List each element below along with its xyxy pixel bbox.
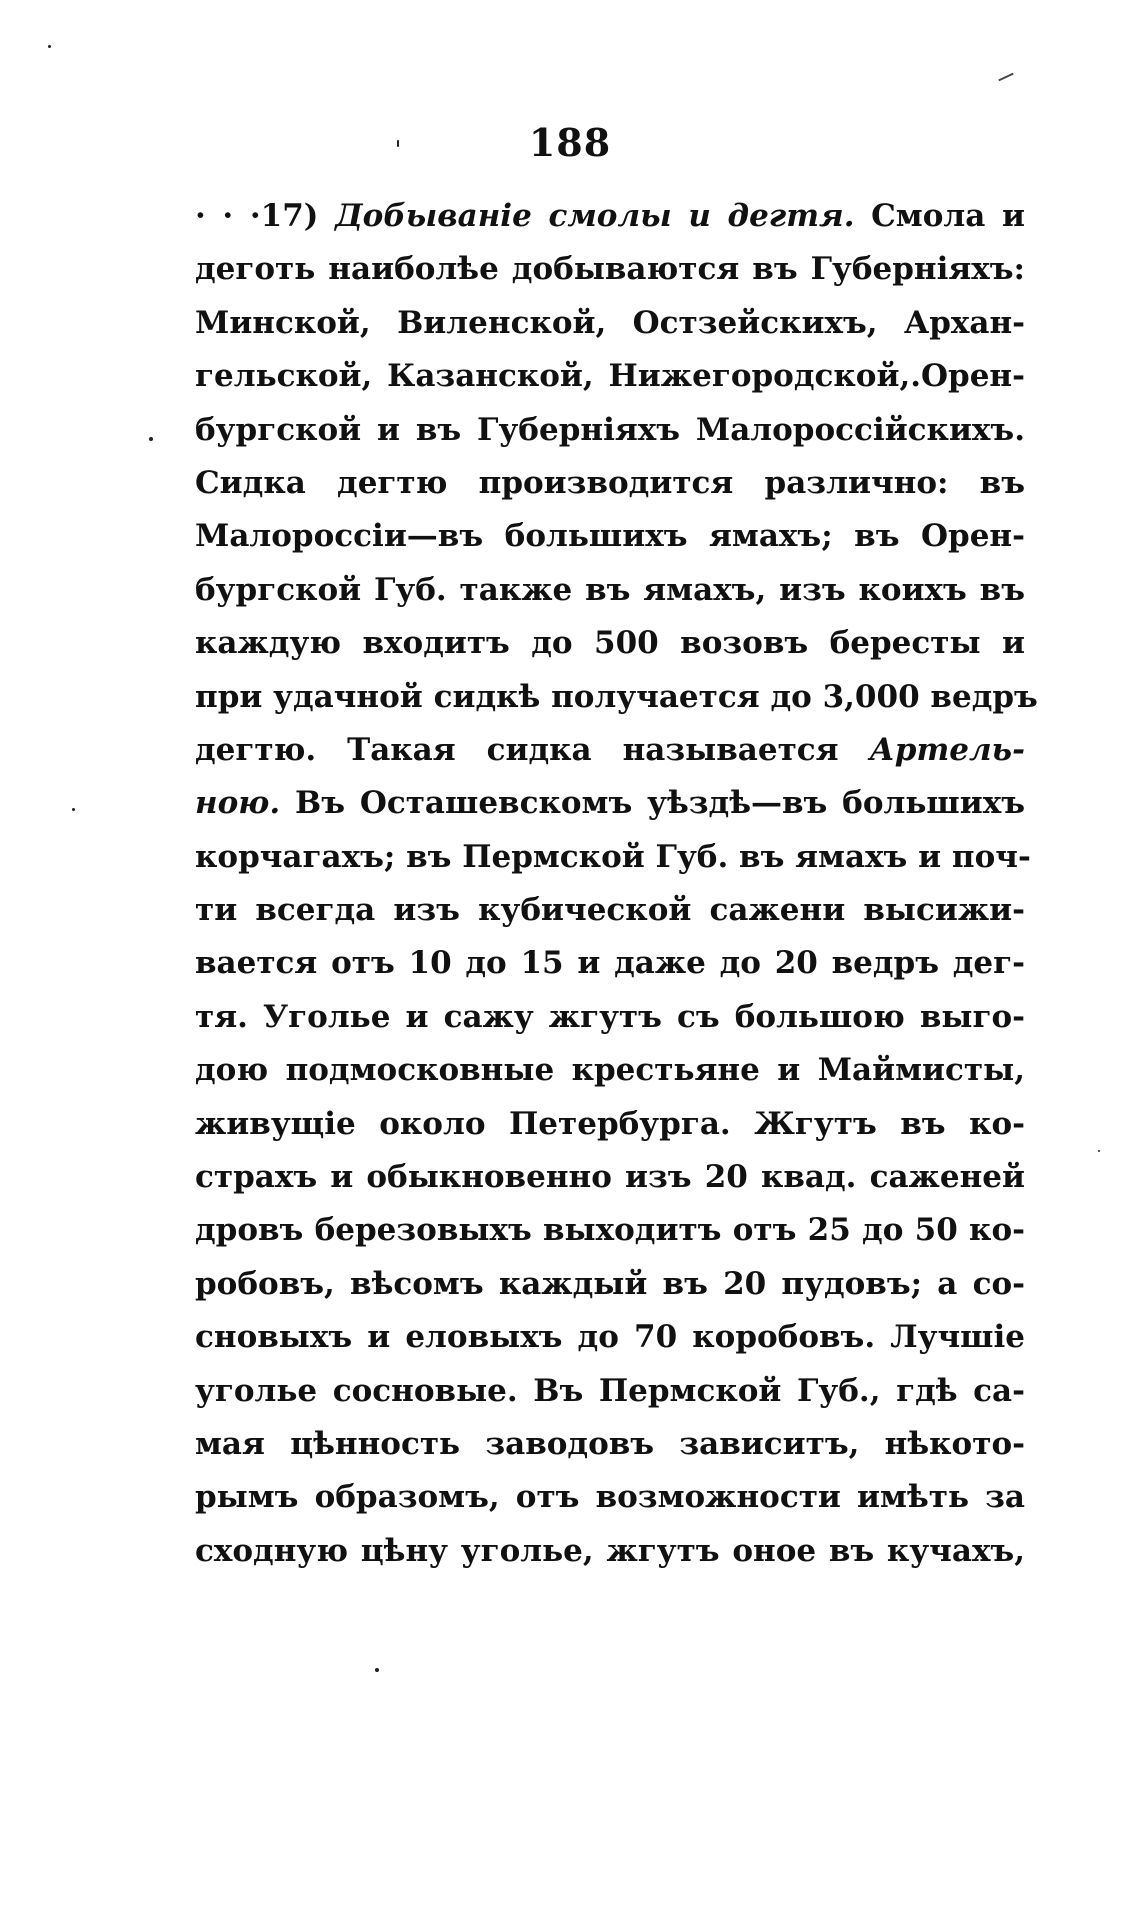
text-run: мая цѣнность заводовъ зависитъ, нѣкото- xyxy=(195,1425,1025,1462)
text-line xyxy=(195,510,1025,563)
text-line xyxy=(195,1471,1025,1524)
text-line xyxy=(195,937,1025,990)
text-run: Малороссiи—въ большихъ ямахъ; въ Орен- xyxy=(195,518,1025,555)
text-run: вается отъ 10 до 15 и даже до 20 ведръ дег- xyxy=(195,945,1025,982)
page-number: 188 xyxy=(528,120,612,165)
text-line xyxy=(195,404,1025,457)
text-run: тя. Уголье и сажу жгутъ съ большою выго- xyxy=(195,998,1025,1035)
text-line xyxy=(195,1311,1025,1364)
text-line xyxy=(195,777,1025,830)
text-run: бургской Губ. также въ ямахъ, изъ коихъ въ xyxy=(195,571,1025,608)
text-run: робовъ, вѣсомъ каждый въ 20 пудовъ; а со- xyxy=(195,1265,1025,1302)
text-run: сходную цѣну уголье, жгутъ оное въ кучахъ, xyxy=(195,1532,1025,1569)
text-run: ти всегда изъ кубической сажени высижи- xyxy=(195,892,1025,929)
text-line xyxy=(195,1365,1025,1418)
text-run: бургской и въ Губернiяхъ Малороссiйскихъ. xyxy=(195,411,1025,448)
body-text xyxy=(195,190,1038,1578)
text-line xyxy=(195,671,1038,724)
text-run: рымъ образомъ, отъ возможности имѣть за xyxy=(195,1479,1025,1516)
text-run: гельской, Казанской, Нижегородской,.Орен- xyxy=(195,358,1025,395)
scan-speck xyxy=(72,808,75,811)
text-run: Сидка дегтю производится различно: въ xyxy=(195,464,1025,501)
text-line xyxy=(195,1098,1025,1151)
text-line xyxy=(195,297,1025,350)
scan-speck xyxy=(375,1668,379,1672)
text-run: дровъ березовыхъ выходитъ отъ 25 до 50 ко- xyxy=(195,1212,1025,1249)
text-line xyxy=(195,190,1025,243)
text-line xyxy=(195,243,1025,296)
text-run: уголье сосновые. Въ Пермской Губ., гдѣ са- xyxy=(195,1372,1025,1409)
text-line xyxy=(195,991,1025,1044)
scan-mark xyxy=(998,73,1013,82)
text-line xyxy=(195,1151,1025,1204)
text-line xyxy=(195,457,1025,510)
text-run: живущiе около Петербурга. Жгутъ въ ко- xyxy=(195,1105,1025,1142)
text-line xyxy=(195,1418,1025,1471)
text-run: Въ Осташевскомъ уѣздѣ—въ большихъ xyxy=(280,785,1025,822)
text-run: дегтю. Такая сидка называется xyxy=(195,731,870,768)
text-run: деготь наиболѣе добываются въ Губернiяхъ: xyxy=(195,251,1025,288)
text-line xyxy=(195,1204,1025,1257)
text-line xyxy=(195,1258,1025,1311)
text-line xyxy=(195,1525,1025,1578)
italic-text-run: ною. xyxy=(195,785,281,822)
text-run: сновыхъ и еловыхъ до 70 коробовъ. Лучшiе xyxy=(195,1319,1025,1356)
text-run: страхъ и обыкновенно изъ 20 квад. саженей xyxy=(195,1159,1025,1196)
text-run: Минской, Виленской, Остзейскихъ, Архан- xyxy=(195,304,1025,341)
text-line xyxy=(195,564,1025,617)
scan-speck xyxy=(1098,1150,1100,1152)
text-line xyxy=(195,831,1031,884)
text-run: · · ·17) xyxy=(195,198,336,234)
text-run: при удачной сидкѣ получается до 3,000 ведръ xyxy=(195,678,1038,715)
text-run: дою подмосковные крестьяне и Маймисты, xyxy=(195,1052,1025,1089)
scan-speck xyxy=(149,437,153,441)
scan-speck xyxy=(48,45,51,48)
text-run: корчагахъ; въ Пермской Губ. въ ямахъ и поч- xyxy=(195,838,1031,875)
italic-text-run: Добыванiе смолы и дегтя. xyxy=(335,198,855,234)
scan-speck xyxy=(397,140,399,147)
text-run: каждую входитъ до 500 возовъ бересты и xyxy=(195,625,1025,662)
text-run: Смола и xyxy=(854,198,1025,234)
text-line xyxy=(195,1044,1025,1097)
text-line xyxy=(195,884,1025,937)
text-line xyxy=(195,350,1025,403)
text-line xyxy=(195,617,1025,670)
text-line xyxy=(195,724,1025,777)
italic-text-run: Артель- xyxy=(869,731,1025,768)
